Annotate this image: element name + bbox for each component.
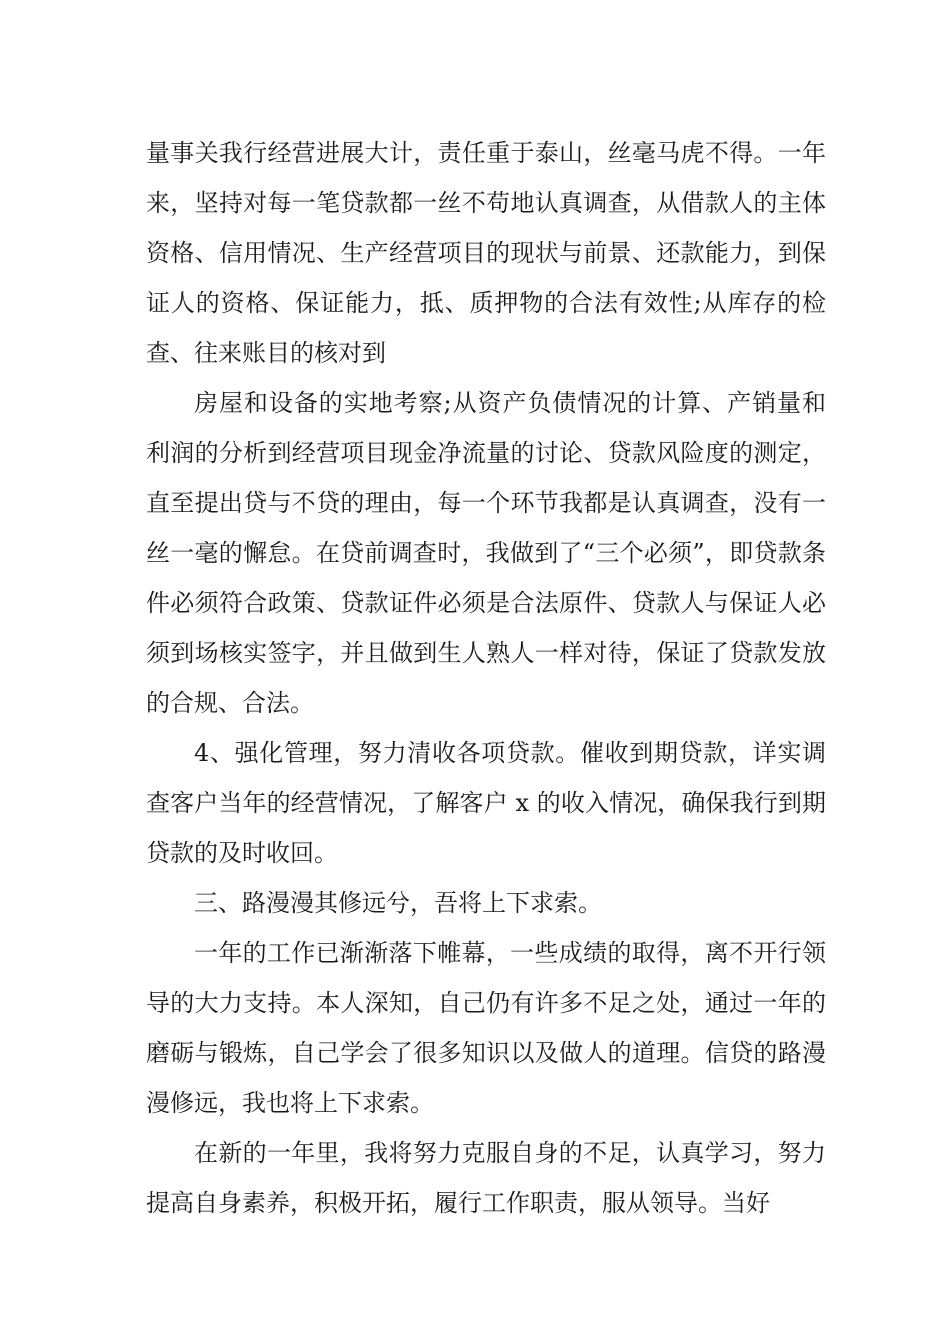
- paragraph-3: 4、强化管理，努力清收各项贷款。催收到期贷款，详实调查客户当年的经营情况，了解客户 x 的收入情况，确保我行到期贷款的及时收回。: [146, 739, 826, 867]
- paragraph-5: 一年的工作已渐渐落下帷幕，一些成绩的取得，离不开行领导的大力支持。本人深知，自己仍有许多不足之处，通过一年的磨砺与锻炼，自己学会了很多知识以及做人的道理。信贷的路漫漫修远，我也将上下求索。: [146, 939, 826, 1117]
- paragraph-1: 量事关我行经营进展大计，责任重于泰山，丝毫马虎不得。一年来，坚持对每一笔贷款都一丝不苟地认真调查，从借款人的主体资格、信用情况、生产经营项目的现状与前景、还款能力，到保证人的资格、保证能力，抵、质押物的合法有效性;从库存的检查、往来账目的核对到: [146, 139, 826, 367]
- paragraph-2: 房屋和设备的实地考察;从资产负债情况的计算、产销量和利润的分析到经营项目现金净流量的讨论、贷款风险度的测定，直至提出贷与不贷的理由，每一个环节我都是认真调查，没有一丝一毫的懈怠。在贷前调查时，我做到了“三个必须”，即贷款条件必须符合政策、贷款证件必须是合法原件、贷款人与保证人必须到场核实签字，并且做到生人熟人一样对待，保证了贷款发放的合规、合法。: [146, 389, 826, 717]
- document-body: [146, 128, 826, 1228]
- paragraph-6: 在新的一年里，我将努力克服自身的不足，认真学习，努力提高自身素养，积极开拓，履行工作职责，服从领导。当好: [146, 1139, 826, 1217]
- section-heading: 三、路漫漫其修远兮，吾将上下求索。: [194, 889, 602, 917]
